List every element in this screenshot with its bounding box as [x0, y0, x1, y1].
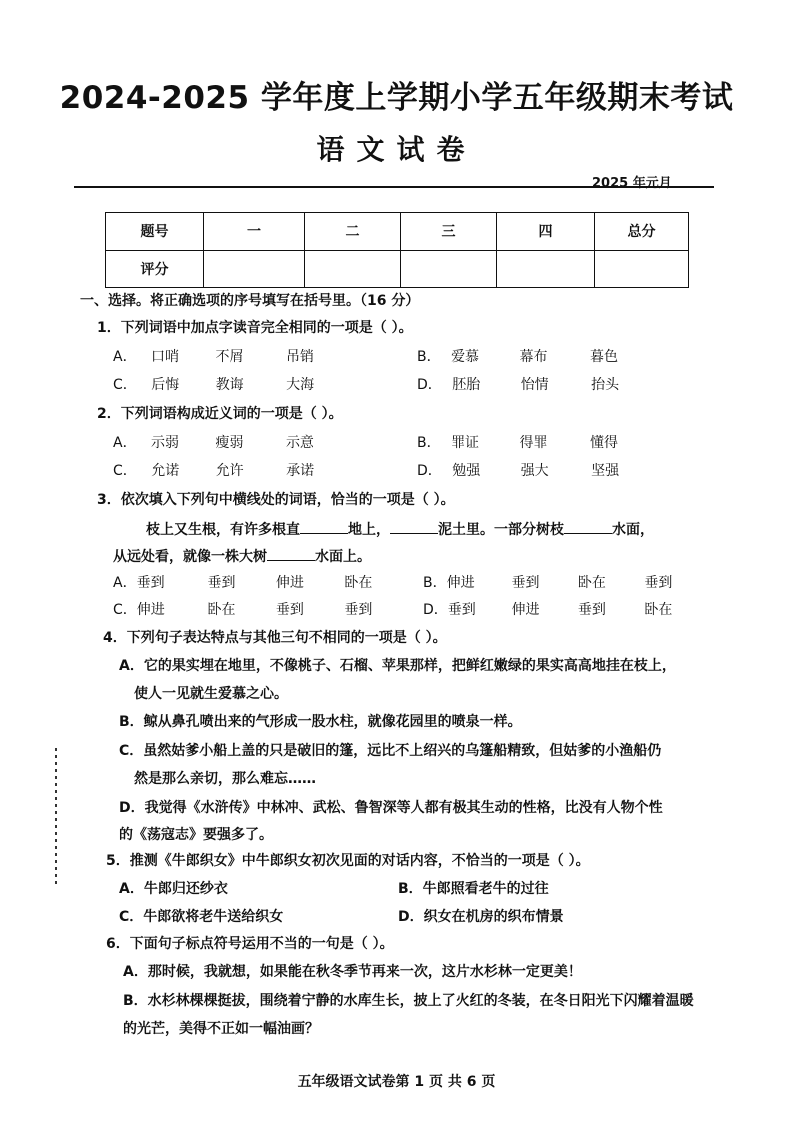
q4-option-b: B．鲸从鼻孔喷出来的气形成一股水柱，就像花园里的喷泉一样。 [119, 714, 522, 730]
q3-passage-line-2: 从远处看，就像一株大树 水面上。 [113, 546, 371, 566]
q1-option-b: B． 爱慕 幕布 暮色 [417, 349, 618, 365]
question-1-stem: 1．下列词语中加点字读音完全相同的一项是（ ）。 [97, 320, 413, 336]
q2-option-a: A． 示弱 瘦弱 示意 [113, 435, 314, 451]
exam-title: 2024-2025 学年度上学期小学五年级期末考试 [59, 80, 734, 116]
q4-option-d-line-1: D．我觉得《水浒传》中林冲、武松、鲁智深等人都有极其生动的性格，比没有人物个性 [119, 800, 663, 816]
q2-option-d: D． 勉强 强大 坚强 [417, 463, 620, 479]
score-header-cell: 三 [401, 213, 497, 251]
question-6-stem: 6．下面句子标点符号运用不当的一句是（ ）。 [106, 936, 394, 952]
q4-option-c-line-2: 然是那么亲切，那么难忘…… [134, 771, 316, 787]
q5-option-b: B．牛郎照看老牛的过往 [398, 881, 549, 897]
exam-subtitle: 语文试卷 [316, 133, 477, 166]
q1-option-d: D． 胚胎 怡情 抬头 [417, 377, 620, 393]
score-table-score-row [106, 250, 689, 288]
score-cell [305, 250, 401, 288]
score-cell [595, 250, 689, 288]
question-2-stem: 2．下列词语构成近义词的一项是（ ）。 [97, 406, 343, 422]
fill-blank[interactable] [300, 519, 348, 534]
q4-option-d-line-2: 的《荡寇志》要强多了。 [119, 827, 273, 843]
q3-passage-line-1: 枝上又生根，有许多根直 地上， 泥土里。一部分树枝 水面， [146, 519, 654, 539]
q3-option-c: C．伸进 卧在 垂到 垂到 [113, 602, 373, 618]
header-rule [74, 186, 714, 188]
fill-blank[interactable] [564, 519, 612, 534]
q6-option-b-line-1: B．水杉林棵棵挺拔，围绕着宁静的水库生长，披上了火红的冬装，在冬日阳光下闪耀着温暖 [123, 993, 694, 1009]
score-row-label: 评分 [106, 250, 204, 288]
score-header-cell: 总分 [595, 213, 689, 251]
question-3-stem: 3．依次填入下列句中横线处的词语，恰当的一项是（ ）。 [97, 492, 455, 508]
exam-date: 2025 年元月 [592, 176, 672, 191]
score-cell [401, 250, 497, 288]
q2-option-c: C． 允诺 允许 承诺 [113, 463, 315, 479]
score-table-header-row [106, 213, 689, 251]
q1-option-c: C． 后悔 教诲 大海 [113, 377, 315, 393]
fill-blank[interactable] [390, 519, 438, 534]
q5-option-a: A．牛郎归还纱衣 [119, 881, 228, 897]
question-5-stem: 5．推测《牛郎织女》中牛郎织女初次见面的对话内容，不恰当的一项是（ ）。 [106, 853, 590, 869]
q2-option-b: B． 罪证 得罪 懂得 [417, 435, 618, 451]
fill-blank[interactable] [267, 546, 315, 561]
q5-option-c: C．牛郎欲将老牛送给织女 [119, 909, 284, 925]
score-header-cell: 二 [305, 213, 401, 251]
q6-option-a: A．那时候，我就想，如果能在秋冬季节再来一次，这片水杉林一定更美！ [123, 964, 582, 980]
q3-option-a: A．垂到 垂到 伸进 卧在 [113, 575, 373, 591]
q4-option-a-line-1: A．它的果实埋在地里，不像桃子、石榴、苹果那样，把鲜红嫩绿的果实高高地挂在枝上， [119, 658, 676, 674]
score-header-cell: 一 [204, 213, 305, 251]
q4-option-c-line-1: C．虽然姑爹小船上盖的只是破旧的篷，远比不上绍兴的乌篷船精致，但姑爹的小渔船仍 [119, 743, 662, 759]
q6-option-b-line-2: 的光芒，美得不正如一幅油画？ [123, 1021, 319, 1037]
q1-option-a: A． 口哨 不屑 吊销 [113, 349, 314, 365]
question-4-stem: 4．下列句子表达特点与其他三句不相同的一项是（ ）。 [103, 630, 447, 646]
binding-line-dots [55, 748, 58, 888]
q4-option-a-line-2: 使人一见就生爱慕之心。 [134, 686, 288, 702]
score-header-cell: 四 [497, 213, 595, 251]
score-cell [497, 250, 595, 288]
q5-option-d: D．织女在机房的织布情景 [398, 909, 564, 925]
score-header-cell: 题号 [106, 213, 204, 251]
q3-option-d: D．垂到 伸进 垂到 卧在 [423, 602, 673, 618]
score-table [105, 212, 689, 288]
section-heading: 一、选择。将正确选项的序号填写在括号里。（16 分） [80, 293, 420, 309]
q3-option-b: B．伸进 垂到 卧在 垂到 [423, 575, 673, 591]
score-cell [204, 250, 305, 288]
page-footer: 五年级语文试卷第 1 页 共 6 页 [297, 1074, 496, 1090]
